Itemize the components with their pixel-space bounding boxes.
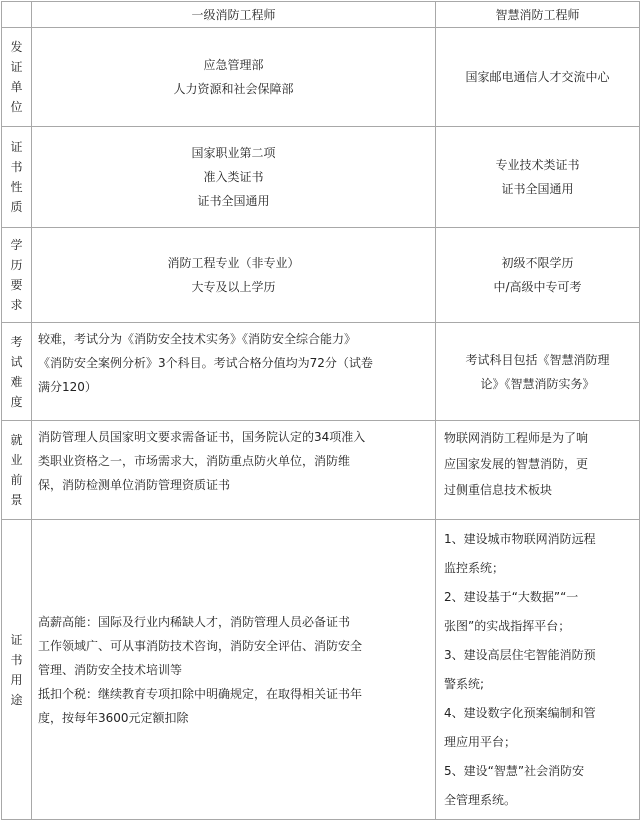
comparison-table (1, 1, 640, 820)
smart-cell: 物联网消防工程师是为了响 应国家发展的智慧消防，更 过侧重信息技术板块 (436, 421, 640, 520)
row-nature (2, 127, 640, 228)
level1-cell: 较难，考试分为《消防安全技术实务》《消防安全综合能力》 《消防安全案例分析》3个科目。考试合格分值均为72分（试卷 满分120） (32, 323, 436, 421)
smart-cell: 国家邮电通信人才交流中心 (436, 28, 640, 127)
row-label: 学 历 要 求 (2, 228, 32, 323)
row-issuer (2, 28, 640, 127)
smart-cell: 专业技术类证书 证书全国通用 (436, 127, 640, 228)
level1-cell: 消防工程专业（非专业） 大专及以上学历 (32, 228, 436, 323)
header-blank (2, 2, 32, 28)
smart-cell: 考试科目包括《智慧消防理 论》《智慧消防实务》 (436, 323, 640, 421)
header-smart-engineer: 智慧消防工程师 (436, 2, 640, 28)
row-label: 就 业 前 景 (2, 421, 32, 520)
row-education (2, 228, 640, 323)
header-row (2, 2, 640, 28)
level1-cell: 消防管理人员国家明文要求需备证书，国务院认定的34项准入 类职业资格之一，市场需求大，消防重点防火单位，消防维 保，消防检测单位消防管理资质证书 (32, 421, 436, 520)
level1-cell: 国家职业第二项 准入类证书 证书全国通用 (32, 127, 436, 228)
header-level1-engineer: 一级消防工程师 (32, 2, 436, 28)
level1-cell: 应急管理部 人力资源和社会保障部 (32, 28, 436, 127)
row-prospects (2, 421, 640, 520)
row-label: 发 证 单 位 (2, 28, 32, 127)
smart-cell: 1、建设城市物联网消防远程 监控系统； 2、建设基于“大数据”“一 张图”的实战指挥平台； 3、建设高层住宅智能消防预 警系统; 4、建设数字化预案编制和管 理应用平台； 5、建设“智慧”社会消防安 全管理系统。 (436, 520, 640, 820)
smart-cell: 初级不限学历 中/高级中专可考 (436, 228, 640, 323)
row-usage (2, 520, 640, 820)
row-label: 考 试 难 度 (2, 323, 32, 421)
row-difficulty (2, 323, 640, 421)
level1-cell: 高薪高能：国际及行业内稀缺人才，消防管理人员必备证书 工作领域广、可从事消防技术咨询，消防安全评估、消防安全 管理、消防安全技术培训等 抵扣个税：继续教育专项扣除中明确规定，在取得相关证书年 度，按每年3600元定额扣除 (32, 520, 436, 820)
row-label: 证 书 用 途 (2, 520, 32, 820)
row-label: 证 书 性 质 (2, 127, 32, 228)
